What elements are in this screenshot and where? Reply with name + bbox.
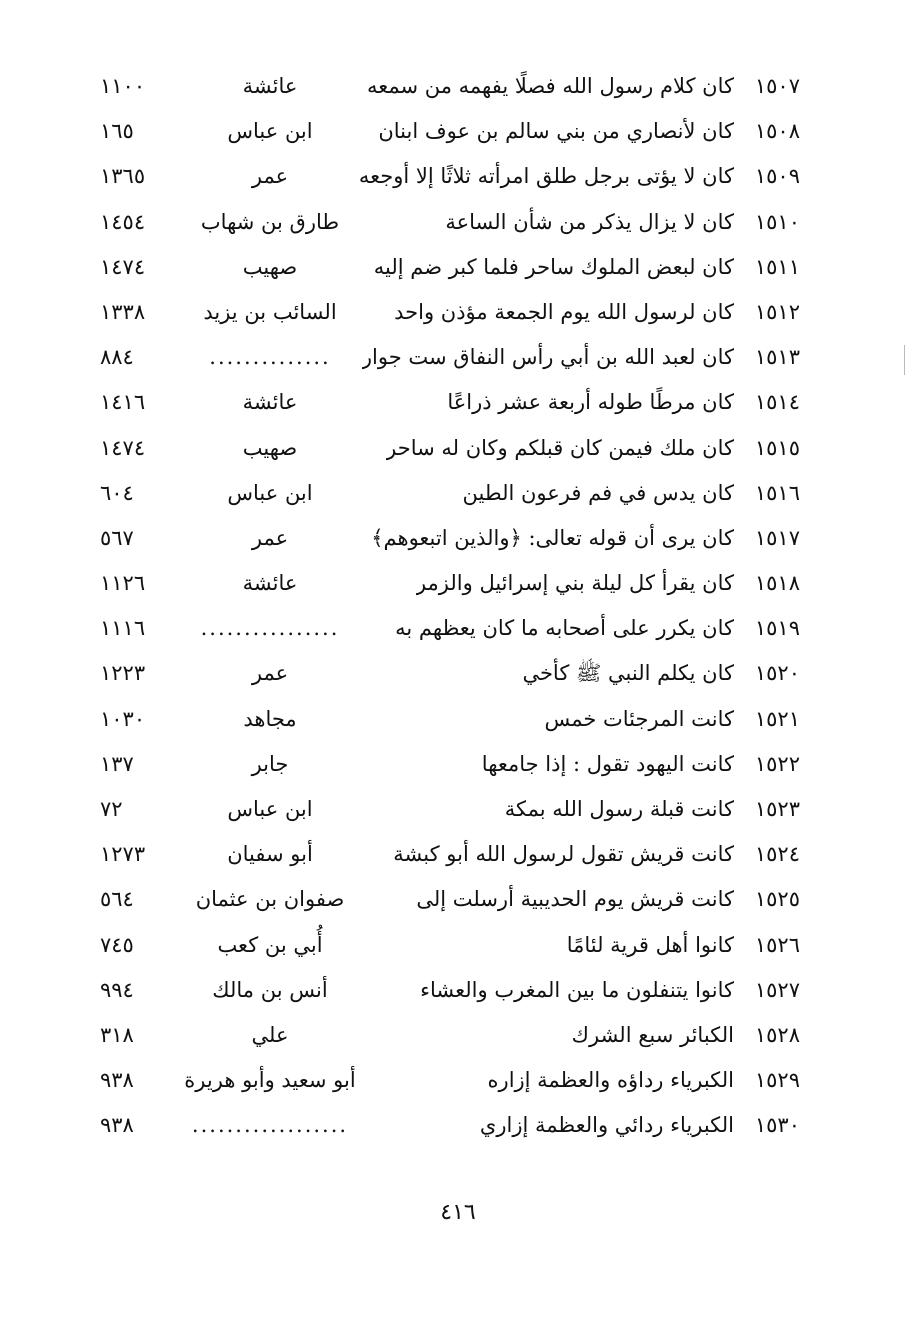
page-reference: ٥٦٤ — [100, 887, 134, 912]
hadith-text: الكبرياء ردائي والعظمة إزاري — [479, 1113, 734, 1138]
list-item — [100, 109, 800, 154]
narrator: عائشة — [242, 571, 298, 596]
page-reference: ٩٣٨ — [100, 1113, 134, 1138]
entry-number: ١٥١٥ — [754, 435, 800, 460]
entry-number: ١٥٢٣ — [754, 797, 800, 821]
page-reference: ١٠٣٠ — [100, 706, 146, 731]
entry-number: ١٥٢٠ — [754, 661, 800, 686]
page-reference: ١١١٦ — [100, 616, 146, 641]
list-item — [100, 290, 800, 335]
list-item — [100, 923, 800, 968]
narrator-placeholder: .............. — [209, 345, 331, 370]
entry-number: ١٥١٧ — [754, 525, 800, 550]
narrator: عمر — [251, 164, 289, 189]
hadith-text: كان لا يزال يذكر من شأن الساعة — [445, 209, 734, 234]
hadith-text: الكبرياء رداؤه والعظمة إزاره — [487, 1068, 734, 1093]
hadith-text: كانوا أهل قرية لئامًا — [566, 932, 734, 957]
page-reference: ٥٦٧ — [100, 525, 134, 550]
narrator: عمر — [251, 661, 289, 686]
list-item — [100, 832, 800, 877]
narrator: عمر — [251, 525, 289, 550]
narrator: مجاهد — [243, 706, 297, 731]
narrator: صفوان بن عثمان — [195, 887, 345, 912]
hadith-text: كانت قريش تقول لرسول الله أبو كبشة — [393, 842, 734, 867]
page-reference: ١٣٦٥ — [100, 164, 146, 189]
narrator: ابن عباس — [227, 119, 313, 144]
page-reference: ٩٣٨ — [100, 1068, 134, 1093]
narrator: عائشة — [242, 390, 298, 415]
page-reference: ٧٢ — [100, 797, 123, 821]
entry-number: ١٥١٢ — [754, 299, 800, 324]
page-reference: ١٣٧ — [100, 751, 134, 776]
hadith-text: كان يقرأ كل ليلة بني إسرائيل والزمر — [415, 571, 734, 596]
entry-number: ١٥٢١ — [754, 706, 800, 731]
list-item — [100, 335, 800, 380]
narrator: السائب بن يزيد — [203, 299, 337, 324]
page-reference: ١٢٢٣ — [100, 661, 146, 686]
list-item — [100, 651, 800, 696]
hadith-text: كان لا يؤتى برجل طلق امرأته ثلاثًا إلا أوجعه — [358, 164, 734, 189]
hadith-text: كانوا يتنفلون ما بين المغرب والعشاء — [420, 977, 734, 1002]
list-item — [100, 742, 800, 787]
page-reference: ٩٩٤ — [100, 977, 134, 1002]
narrator: علي — [251, 1022, 289, 1047]
list-item — [100, 606, 800, 651]
list-item — [100, 877, 800, 922]
list-item — [100, 968, 800, 1013]
list-item — [100, 1013, 800, 1058]
entry-number: ١٥١٤ — [754, 390, 800, 415]
entry-number: ١٥٢٨ — [754, 1022, 800, 1047]
entry-number: ١٥٣٠ — [754, 1113, 800, 1138]
page-reference: ٣١٨ — [100, 1022, 134, 1047]
page-reference: ١٣٣٨ — [100, 299, 146, 324]
entry-number: ١٥٢٩ — [754, 1068, 800, 1093]
page-number: ٤١٦ — [440, 1200, 476, 1225]
list-item — [100, 245, 800, 290]
entry-number: ١٥١٣ — [754, 345, 800, 370]
list-item — [100, 1103, 800, 1148]
list-item — [100, 471, 800, 516]
entry-number: ١٥١٠ — [754, 209, 800, 234]
page-reference: ٨٨٤ — [100, 345, 134, 370]
narrator: ابن عباس — [227, 797, 313, 821]
margin-mark — [904, 345, 905, 375]
list-item — [100, 561, 800, 606]
list-item — [100, 154, 800, 199]
narrator: عائشة — [242, 74, 298, 98]
list-item — [100, 200, 800, 245]
entry-number: ١٥٢٢ — [754, 751, 800, 776]
entry-number: ١٥٢٤ — [754, 842, 800, 867]
narrator-placeholder: .................. — [191, 1113, 349, 1138]
page-reference: ٦٠٤ — [100, 480, 134, 505]
narrator: أُبي بن كعب — [217, 932, 323, 957]
hadith-text: كان لعبد الله بن أبي رأس النفاق ست جوار — [361, 345, 734, 370]
list-item — [100, 787, 800, 832]
page-reference: ١٤٧٤ — [100, 254, 146, 279]
entry-number: ١٥٢٥ — [754, 887, 800, 912]
entry-number: ١٥١٩ — [754, 616, 800, 641]
narrator: صهيب — [242, 435, 298, 460]
list-item — [100, 697, 800, 742]
narrator: أنس بن مالك — [212, 977, 328, 1002]
hadith-text: كانت المرجئات خمس — [544, 706, 734, 731]
entry-number: ١٥٠٨ — [754, 119, 800, 144]
hadith-text: كانت قريش يوم الحديبية أرسلت إلى — [416, 887, 734, 912]
narrator: ابن عباس — [227, 480, 313, 505]
entry-number: ١٥٠٧ — [754, 74, 800, 98]
hadith-text: كان ملك فيمن كان قبلكم وكان له ساحر — [386, 435, 734, 460]
page-reference: ٧٤٥ — [100, 932, 134, 957]
hadith-text: كان يكرر على أصحابه ما كان يعظهم به — [395, 616, 734, 641]
narrator: جابر — [251, 751, 289, 776]
narrator-placeholder: ................ — [200, 616, 340, 641]
entry-number: ١٥٢٦ — [754, 932, 800, 957]
hadith-text: كان مرطًا طوله أربعة عشر ذراعًا — [447, 390, 734, 415]
narrator: طارق بن شهاب — [200, 209, 340, 234]
page-reference: ١١٠٠ — [100, 74, 146, 98]
narrator: أبو سعيد وأبو هريرة — [184, 1068, 356, 1093]
page-reference: ١٢٧٣ — [100, 842, 146, 867]
hadith-text: كان لأنصاري من بني سالم بن عوف ابنان — [378, 119, 734, 144]
entry-number: ١٥١٨ — [754, 571, 800, 596]
hadith-text: كانت قبلة رسول الله بمكة — [504, 797, 734, 821]
entry-number: ١٥٢٧ — [754, 977, 800, 1002]
page-reference: ١١٢٦ — [100, 571, 146, 596]
hadith-text: كان يكلم النبي ﷺ كأخي — [522, 661, 734, 686]
hadith-text: الكبائر سبع الشرك — [571, 1022, 734, 1047]
hadith-text: كان لرسول الله يوم الجمعة مؤذن واحد — [394, 299, 734, 324]
narrator: أبو سفيان — [227, 842, 313, 867]
list-item — [100, 380, 800, 425]
hadith-text: كانت اليهود تقول : إذا جامعها — [481, 751, 734, 776]
page-reference: ١٤٥٤ — [100, 209, 146, 234]
list-item — [100, 426, 800, 471]
list-item — [100, 1058, 800, 1103]
entry-number: ١٥٠٩ — [754, 164, 800, 189]
entry-number: ١٥١١ — [754, 254, 800, 279]
narrator: صهيب — [242, 254, 298, 279]
hadith-text: كان لبعض الملوك ساحر فلما كبر ضم إليه — [373, 254, 734, 279]
hadith-text: كان يدس في فم فرعون الطين — [462, 480, 734, 505]
list-item — [100, 516, 800, 561]
page-reference: ١٤١٦ — [100, 390, 146, 415]
page-reference: ١٦٥ — [100, 119, 134, 144]
hadith-text: كان كلام رسول الله فصلًا يفهمه من سمعه — [366, 74, 734, 98]
hadith-index-list — [100, 64, 800, 1149]
page-reference: ١٤٧٤ — [100, 435, 146, 460]
hadith-text: كان يرى أن قوله تعالى: ﴿والذين اتبعوهم﴾ — [371, 525, 734, 550]
list-item — [100, 64, 800, 109]
entry-number: ١٥١٦ — [754, 480, 800, 505]
